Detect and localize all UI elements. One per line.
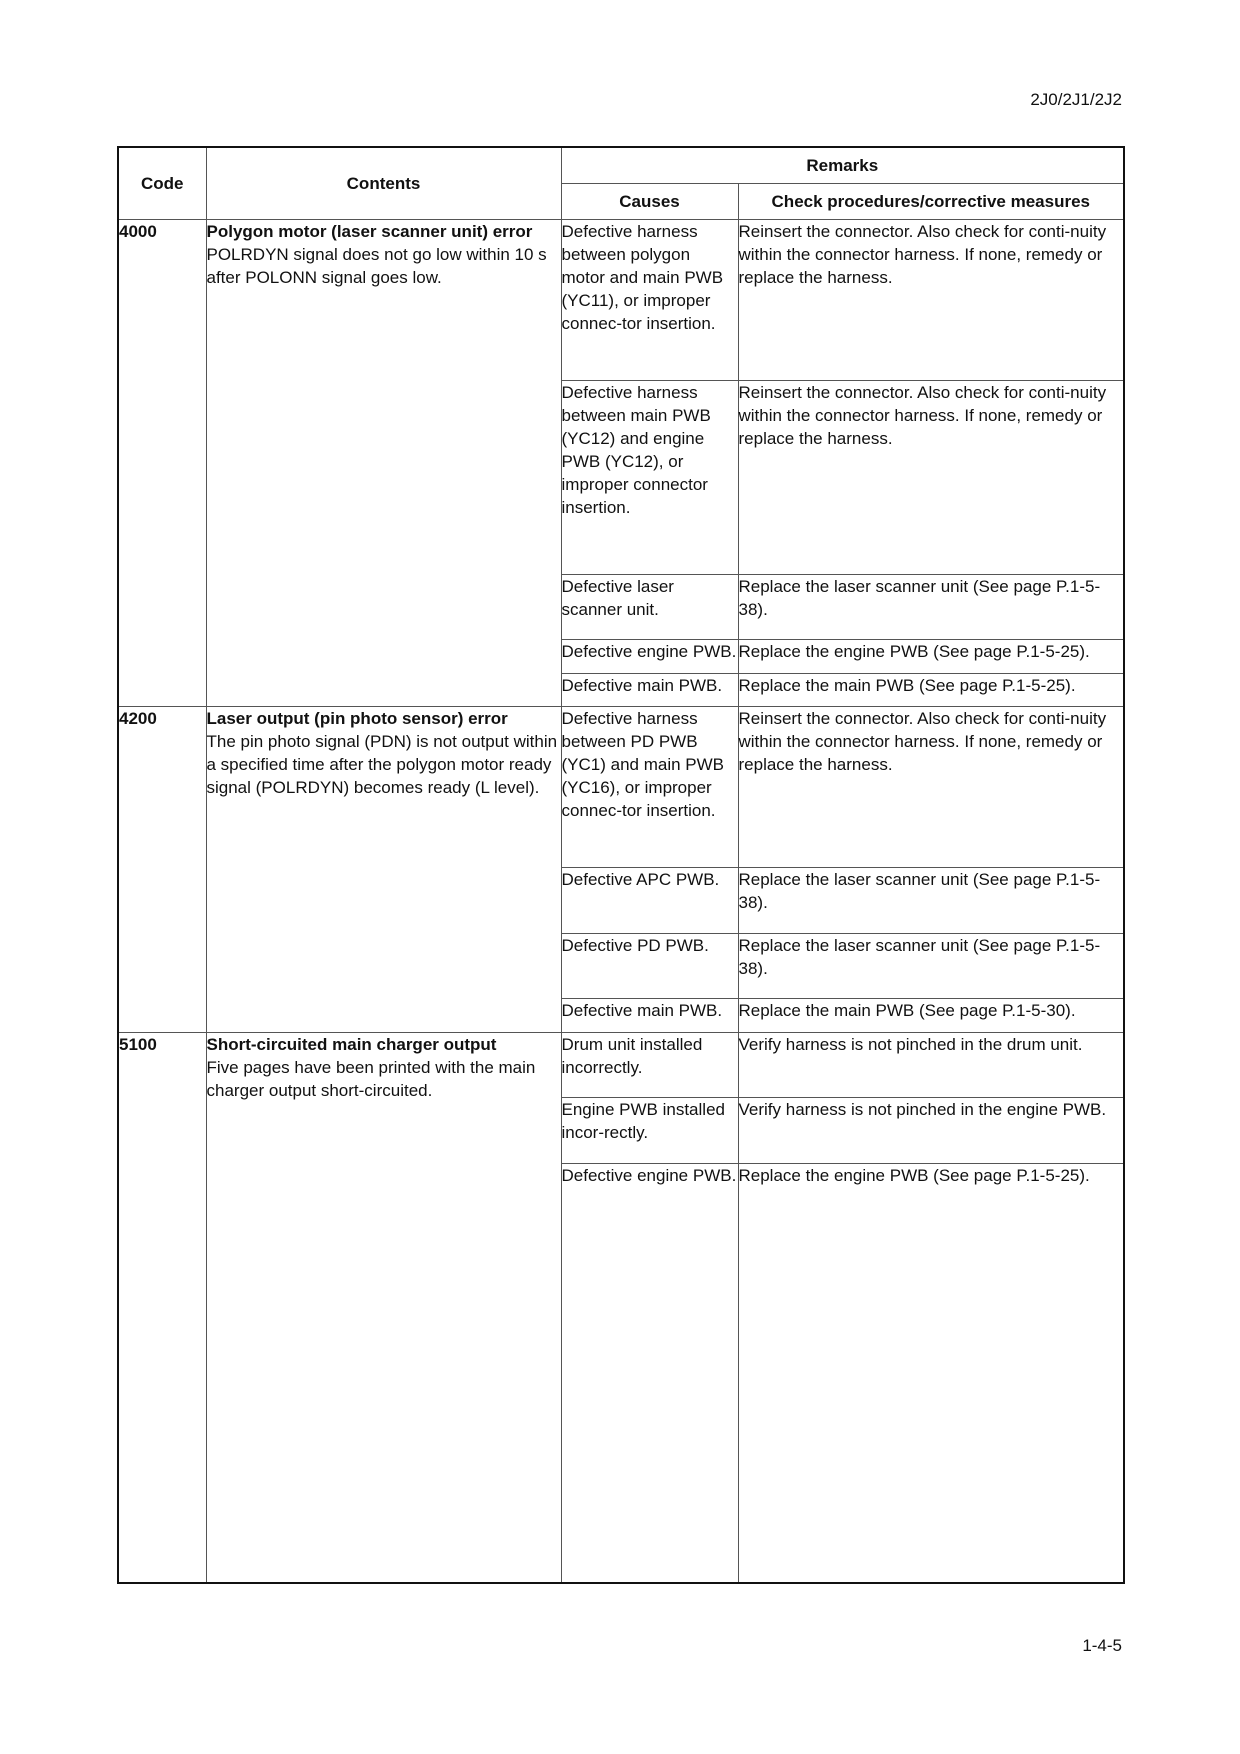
measure-cell: Reinsert the connector. Also check for conti-nuity within the connector harness. If none, remedy or replace the harness. [738,220,1124,381]
cause-cell: Defective harness between polygon motor and main PWB (YC11), or improper connec-tor insertion. [561,220,738,381]
header-causes: Causes [561,184,738,220]
cause-cell: Drum unit installed incorrectly. [561,1032,738,1097]
measure-cell: Verify harness is not pinched in the drum unit. [738,1032,1124,1097]
measure-cell: Verify harness is not pinched in the engine PWB. [738,1098,1124,1164]
error-code: 4200 [118,707,206,1033]
header-remarks: Remarks [561,147,1124,184]
error-code: 4000 [118,220,206,707]
cause-cell: Defective PD PWB. [561,933,738,998]
measure-cell: Replace the laser scanner unit (See page P.1-5-38). [738,933,1124,998]
error-description: Five pages have been printed with the main charger output short-circuited. [206,1057,536,1100]
error-code: 5100 [118,1032,206,1583]
header-contents: Contents [206,147,561,220]
page-number: 1-4-5 [1082,1636,1122,1655]
error-description: POLRDYN signal does not go low within 10 s after POLONN signal goes low. [206,245,547,287]
cause-cell: Defective harness between main PWB (YC12) and engine PWB (YC12), or improper connector insertion. [561,381,738,574]
error-title: Polygon motor (laser scanner unit) error [206,222,533,241]
measure-cell: Replace the laser scanner unit (See page P.1-5-38). [738,574,1124,639]
cause-cell: Defective main PWB. [561,673,738,706]
table-row [118,220,1124,381]
cause-cell: Defective APC PWB. [561,868,738,933]
error-description: The pin photo signal (PDN) is not output within a specified time after the polygon motor ready signal (POLRDYN) becomes ready (L level). [206,732,558,798]
error-contents [206,220,561,707]
measure-cell: Replace the main PWB (See page P.1-5-25). [738,673,1124,706]
cause-cell: Engine PWB installed incor-rectly. [561,1098,738,1164]
cause-cell: Defective harness between PD PWB (YC1) and main PWB (YC16), or improper connec-tor insertion. [561,707,738,868]
table-row [118,707,1124,868]
error-title: Laser output (pin photo sensor) error [206,709,508,729]
measure-cell: Replace the main PWB (See page P.1-5-30). [738,999,1124,1032]
header-code: Code [118,147,206,220]
measure-cell: Replace the laser scanner unit (See page P.1-5-38). [738,868,1124,933]
cause-cell: Defective laser scanner unit. [561,574,738,639]
measure-cell: Reinsert the connector. Also check for conti-nuity within the connector harness. If none, remedy or replace the harness. [738,707,1124,868]
table-row [118,1032,1124,1097]
cause-cell: Defective engine PWB. [561,1163,738,1583]
measure-cell: Reinsert the connector. Also check for conti-nuity within the connector harness. If none, remedy or replace the harness. [738,381,1124,574]
cause-cell: Defective main PWB. [561,999,738,1032]
error-code-table [117,146,1125,1584]
cause-cell: Defective engine PWB. [561,640,738,673]
measure-cell: Replace the engine PWB (See page P.1-5-25). [738,640,1124,673]
error-contents [206,1032,561,1583]
error-title: Short-circuited main charger output [206,1034,497,1054]
measure-cell: Replace the engine PWB (See page P.1-5-25). [738,1163,1124,1583]
model-id: 2J0/2J1/2J2 [1030,90,1122,109]
header-measures: Check procedures/corrective measures [738,184,1124,220]
error-contents [206,707,561,1033]
